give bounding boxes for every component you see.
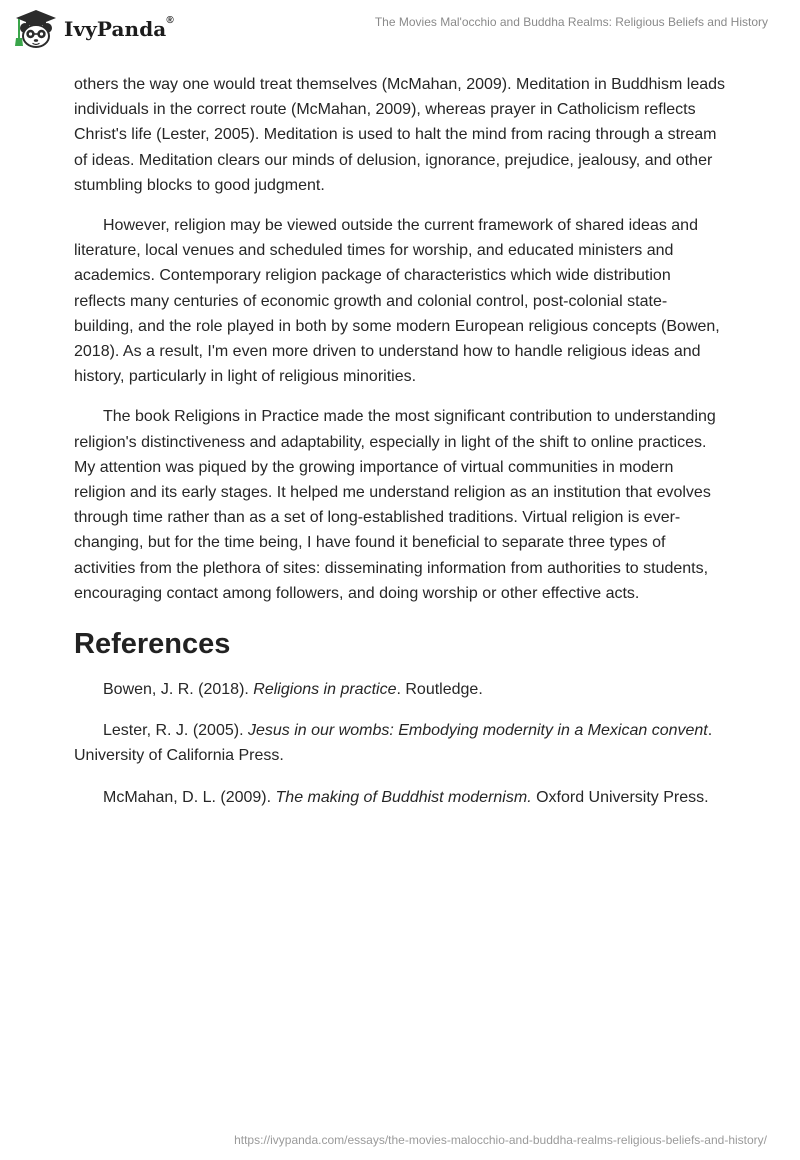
body-paragraph: others the way one would treat themselves (McMahan, 2009). Meditation in Buddhism leads individuals in the correct route (McMahan, 2009), whereas prayer in Catholicism reflects Christ's life (Lester, 2005). Meditation is used to halt the mind from racing through a stream of ideas. Meditation clears our minds of delusion, ignorance, prejudice, jealousy, and other stumbling blocks to good judgment. (74, 76, 726, 194)
body-paragraph: However, religion may be viewed outside the current framework of shared ideas and literature, local venues and scheduled times for worship, and educated ministers and academics. Contemporary religion package of characteristics which wide distribution reflects many centuries of economic growth and colonial control, post-colonial state-building, and the role played in both by some modern European religious concepts (Bowen, 2018). As a result, I'm even more driven to understand how to handle religious ideas and history, particularly in light of religious minorities. (74, 217, 720, 386)
essay-content (74, 72, 726, 826)
reference-title: Jesus in our wombs: Embodying modernity in a Mexican convent (247, 722, 708, 740)
body-paragraph: The book Religions in Practice made the most significant contribution to understanding religion's distinctiveness and adaptability, especially in light of the shift to online practices. My attention was piqued by the growing importance of virtual communities in modern religion and its early stages. It helped me understand religion as an institution that evolves through time rather than as a set of long-established traditions. Virtual religion is ever-changing, but for the time being, I have found it beneficial to separate three types of activities from the plethora of sites: disseminating information from authorities to students, encouraging contact among followers, and doing worship or other effective acts. (74, 408, 716, 602)
reference-entry: Bowen, J. R. (2018). Religions in practice. Routledge. (103, 681, 483, 699)
page-header (0, 0, 800, 60)
source-url-link[interactable]: https://ivypanda.com/essays/the-movies-malocchio-and-buddha-realms-religious-beliefs-and-history/ (234, 1133, 767, 1147)
running-title: The Movies Mal'occhio and Buddha Realms: Religious Beliefs and History (374, 15, 768, 29)
ivypanda-logo[interactable] (14, 8, 174, 50)
reference-title: Religions in practice (253, 681, 397, 699)
registered-mark: ® (166, 15, 174, 26)
logo-wordmark: IvyPanda® (64, 15, 174, 41)
references-heading: References (74, 628, 231, 661)
panda-graduate-icon (14, 8, 58, 50)
reference-title: The making of Buddhist modernism. (275, 788, 532, 806)
reference-entry: McMahan, D. L. (2009). The making of Buddhist modernism. Oxford University Press. (103, 788, 709, 806)
reference-entry: Lester, R. J. (2005). Jesus in our wombs: Embodying modernity in a Mexican convent. University of California Press. (74, 722, 713, 765)
